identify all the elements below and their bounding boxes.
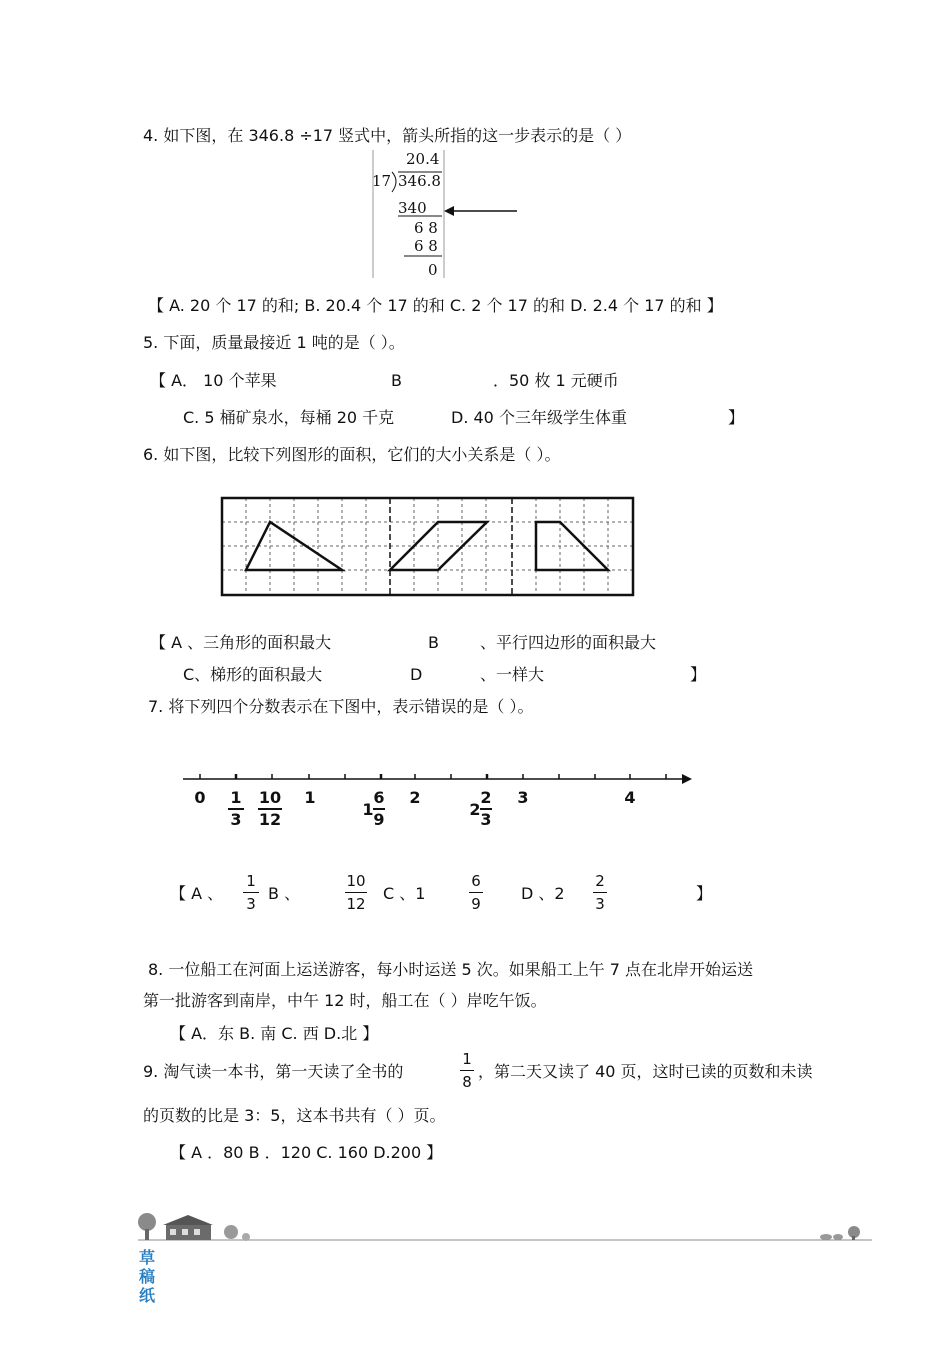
- house-icon: [163, 1215, 213, 1240]
- q6-option-b: 、平行四边形的面积最大: [480, 633, 657, 652]
- draft-char-1: 草: [139, 1248, 156, 1267]
- q7-c-num: 6: [471, 872, 481, 890]
- q7-b-den: 12: [346, 895, 366, 913]
- q9-options: 【 A ．80 B ．120 C. 160 D.200 】: [170, 1143, 443, 1162]
- nl-f2-num: 10: [258, 788, 282, 807]
- q9-line1-a: 9. 淘气读一本书，第一天读了全书的: [143, 1062, 404, 1081]
- q7-d-num: 2: [595, 872, 605, 890]
- q9-line2: 的页数的比是 3：5，这本书共有（ ）页。: [143, 1106, 446, 1125]
- q9-frac-den: 8: [462, 1073, 472, 1091]
- draft-char-3: 纸: [139, 1286, 156, 1305]
- q4-stem: 4. 如下图，在 346.8 ÷17 竖式中，箭头所指的这一步表示的是（ ）: [143, 126, 632, 145]
- nl-label-3: 3: [517, 788, 529, 807]
- q6-option-c: C、梯形的面积最大: [183, 665, 323, 684]
- q6-option-d: 、一样大: [480, 665, 545, 684]
- nl-f2-den: 12: [258, 810, 282, 829]
- nl-f3-whole: 1: [362, 800, 374, 819]
- q6-option-a: 【 A 、三角形的面积最大: [150, 633, 332, 652]
- q8-line2: 第一批游客到南岸，中午 12 时，船工在（ ）岸吃午饭。: [143, 991, 547, 1010]
- division-quotient: 20.4: [406, 150, 440, 168]
- q5-stem: 5. 下面，质量最接近 1 吨的是（ ）。: [143, 333, 405, 352]
- nl-label-4: 4: [624, 788, 636, 807]
- q4-options: 【 A. 20 个 17 的和; B. 20.4 个 17 的和 C. 2 个 17 的和 D. 2.4 个 17 的和 】: [148, 296, 723, 315]
- small-trees-icon: [820, 1226, 860, 1240]
- q6-stem: 6. 如下图，比较下列图形的面积，它们的大小关系是（ ）。: [143, 445, 561, 464]
- q8-options: 【 A．东 B. 南 C. 西 D.北 】: [170, 1024, 379, 1043]
- division-subtract: 6 8: [414, 237, 438, 255]
- nl-f4-num: 2: [480, 788, 492, 807]
- q7-option-a-label: 【 A 、: [170, 884, 224, 903]
- nl-f1-num: 1: [230, 788, 242, 807]
- tree-icon: [138, 1213, 156, 1240]
- q7-c-den: 9: [471, 895, 481, 913]
- nl-f3-num: 6: [373, 788, 385, 807]
- q8-line1: 8. 一位船工在河面上运送游客，每小时运送 5 次。如果船工上午 7 点在北岸开始运送: [148, 960, 754, 979]
- q7-option-c-label: C 、1: [383, 884, 426, 903]
- q6-grid-figure: [222, 498, 633, 595]
- q6-option-close: 】: [690, 665, 707, 684]
- q5-option-b: ．50 枚 1 元硬币: [493, 371, 619, 390]
- nl-label-0: 0: [194, 788, 206, 807]
- nl-f4-whole: 2: [469, 800, 481, 819]
- nl-label-1: 1: [304, 788, 316, 807]
- q5-option-close: 】: [728, 408, 745, 427]
- q7-a-den: 3: [246, 895, 256, 913]
- draft-char-2: 稿: [139, 1267, 156, 1286]
- q7-stem: 7. 将下列四个分数表示在下图中，表示错误的是（ ）。: [148, 697, 534, 716]
- q5-option-a: 【 A． 10 个苹果: [150, 371, 277, 390]
- division-dividend: 346.8: [398, 172, 441, 190]
- division-final: 0: [428, 261, 438, 279]
- bush-icon: [224, 1225, 250, 1241]
- division-divisor: 17: [372, 172, 392, 190]
- division-step1: 340: [398, 199, 427, 217]
- q5-option-c: C. 5 桶矿泉水，每桶 20 千克: [183, 408, 395, 427]
- nl-f3-den: 9: [373, 810, 385, 829]
- division-remainder: 6 8: [414, 219, 438, 237]
- q6-option-d-label: D: [410, 665, 423, 684]
- q5-option-d: D. 40 个三年级学生体重: [451, 408, 627, 427]
- nl-f1-den: 3: [230, 810, 242, 829]
- q7-option-close: 】: [696, 884, 713, 903]
- division-lines: [373, 150, 444, 278]
- q7-b-num: 10: [346, 872, 366, 890]
- nl-label-2: 2: [409, 788, 421, 807]
- q9-frac-num: 1: [462, 1050, 472, 1068]
- number-line: [183, 774, 692, 784]
- q5-option-b-label: B: [391, 371, 402, 390]
- q7-a-num: 1: [246, 872, 256, 890]
- q7-d-den: 3: [595, 895, 605, 913]
- nl-f4-den: 3: [480, 810, 492, 829]
- footer-decoration: [138, 1213, 872, 1241]
- q7-option-b-label: B 、: [268, 884, 301, 903]
- arrow-icon: [444, 206, 517, 216]
- q7-option-d-label: D 、2: [521, 884, 565, 903]
- q9-line1-b: ，第二天又读了 40 页，这时已读的页数和未读: [478, 1062, 813, 1081]
- q6-option-b-label: B: [428, 633, 439, 652]
